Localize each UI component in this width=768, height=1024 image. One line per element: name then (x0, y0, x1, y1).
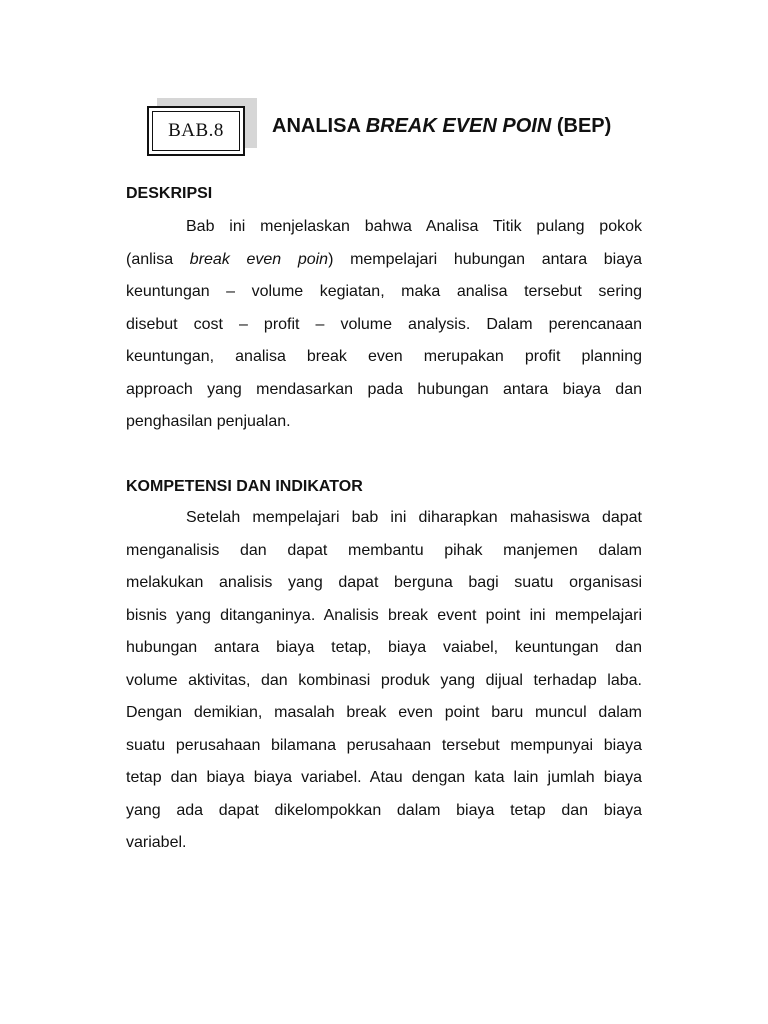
chapter-title-suffix: (BEP) (551, 115, 612, 137)
paragraph-line: penghasilan penjualan. (126, 413, 291, 430)
paragraph-line: Dengan demikian, masalah break even point baru muncul dalam (126, 704, 642, 721)
paragraph-line: yang ada dapat dikelompokkan dalam biaya tetap dan biaya (126, 801, 642, 819)
section-heading-deskripsi: DESKRIPSI (126, 185, 213, 202)
paragraph-deskripsi (126, 211, 642, 439)
chapter-title-prefix: ANALISA (272, 115, 366, 137)
paragraph-line: approach yang mendasarkan pada hubungan antara biaya dan (126, 380, 642, 398)
paragraph-line: Setelah mempelajari bab ini diharapkan mahasiswa dapat (186, 509, 642, 526)
paragraph-line: Bab ini menjelaskan bahwa Analisa Titik pulang pokok (186, 218, 642, 235)
section-heading-kompetensi: KOMPETENSI DAN INDIKATOR (126, 478, 363, 495)
paragraph-line: keuntungan, analisa break even merupakan profit planning (126, 348, 642, 365)
chapter-box-inner-frame (152, 111, 240, 151)
line-segment: (anlisa (126, 250, 190, 268)
paragraph-line: volume aktivitas, dan kombinasi produk yang dijual terhadap laba. (126, 671, 642, 689)
paragraph-line: bisnis yang ditanganinya. Analisis break event point ini mempelajari (126, 606, 642, 624)
paragraph-line: variabel. (126, 834, 187, 851)
paragraph-line: menganalisis dan dapat membantu pihak manjemen dalam (126, 541, 642, 559)
paragraph-line: melakukan analisis yang dapat berguna bagi suatu organisasi (126, 574, 642, 591)
paragraph-line: suatu perusahaan bilamana perusahaan tersebut mempunyai biaya (126, 736, 642, 754)
line-segment-italic: break even poin (189, 250, 329, 268)
chapter-title-italic: BREAK EVEN POIN (365, 115, 552, 137)
chapter-title (272, 115, 611, 138)
paragraph-line: hubungan antara biaya tetap, biaya vaiabel, keuntungan dan (126, 639, 642, 656)
chapter-label: BAB.8 (168, 120, 224, 141)
paragraph-line: keuntungan – volume kegiatan, maka analisa tersebut sering (126, 283, 642, 300)
paragraph-kompetensi (126, 502, 642, 860)
paragraph-line (126, 244, 642, 277)
chapter-box (147, 106, 245, 156)
paragraph-line: tetap dan biaya biaya variabel. Atau dengan kata lain jumlah biaya (126, 769, 642, 786)
line-segment: ) mempelajari hubungan antara biaya (328, 250, 643, 268)
paragraph-line: disebut cost – profit – volume analysis. Dalam perencanaan (126, 315, 642, 333)
